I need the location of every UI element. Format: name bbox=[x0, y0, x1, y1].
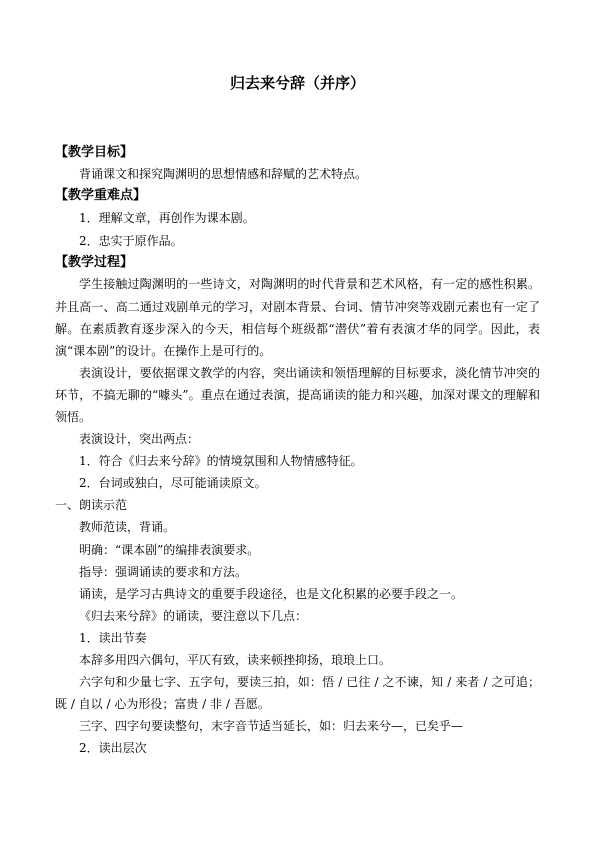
paragraph-line: 指导：强调诵读的要求和方法。 bbox=[79, 565, 248, 579]
list-item: 1．符合《归去来兮辞》的情境氛围和人物情感特征。 bbox=[79, 454, 363, 468]
list-item: 2．读出层次 bbox=[79, 741, 147, 755]
paragraph-line: 《归去来兮辞》的诵读，要注意以下几点： bbox=[79, 609, 308, 623]
paragraph-line: 三字、四字句要读整句，末字音节适当延长，如：归去来兮—，已矣乎— bbox=[79, 719, 464, 733]
list-item: 1．读出节奏 bbox=[79, 631, 147, 645]
paragraph-line: 六字句和少量七字、五字句，要读三拍，如：悟 / 已往 / 之不谏，知 / 来者 / 之可追； bbox=[79, 675, 540, 689]
paragraph-line: 解。在素质教育逐步深入的今天，相信每个班级都“潜伏”着有表演才华的同学。因此，表 bbox=[55, 322, 540, 336]
paragraph-line: 环节，不搞无聊的“噱头”。重点在通过表演，提高诵读的能力和兴趣，加深对课文的理解和 bbox=[55, 388, 540, 402]
paragraph-line: 本辞多用四六偶句，平仄有致，读来顿挫抑扬，琅琅上口。 bbox=[79, 653, 392, 667]
page-title: 归去来兮辞（并序） bbox=[229, 74, 365, 92]
goal-text: 背诵课文和探究陶渊明的思想情感和辞赋的艺术特点。 bbox=[79, 167, 368, 181]
key-points-heading: 【教学重难点】 bbox=[55, 188, 147, 203]
key-point-item: 2．忠实于原作品。 bbox=[79, 234, 183, 248]
paragraph-line: 演“课本剧”的设计。在操作上是可行的。 bbox=[55, 344, 272, 358]
key-point-item: 1．理解文章，再创作为课本剧。 bbox=[79, 211, 255, 225]
paragraph-line: 明确：“课本剧”的编排表演要求。 bbox=[79, 543, 260, 557]
paragraph-line: 教师范读，背诵。 bbox=[79, 520, 176, 534]
goal-heading: 【教学目标】 bbox=[55, 145, 134, 160]
paragraph-line: 并且高一、高二通过戏剧单元的学习，对剧本背景、台词、情节冲突等戏剧元素也有一定了 bbox=[55, 300, 540, 314]
paragraph-line: 领悟。 bbox=[55, 410, 92, 424]
paragraph-line: 表演设计，要依据课文教学的内容，突出诵读和领悟理解的目标要求，淡化情节冲突的 bbox=[79, 366, 540, 380]
list-item: 2．台词或独白，尽可能诵读原文。 bbox=[79, 476, 267, 490]
paragraph-line: 表演设计，突出两点： bbox=[79, 432, 200, 446]
process-heading: 【教学过程】 bbox=[55, 255, 134, 270]
paragraph-line: 诵读，是学习古典诗文的重要手段途径，也是文化积累的必要手段之一。 bbox=[79, 587, 464, 601]
paragraph-line: 既 / 自以 / 心为形役；富贵 / 非 / 吾愿。 bbox=[55, 697, 270, 711]
section-heading: 一、朗读示范 bbox=[55, 498, 128, 512]
paragraph-line: 学生接触过陶渊明的一些诗文，对陶渊明的时代背景和艺术风格，有一定的感性积累。 bbox=[79, 277, 540, 291]
